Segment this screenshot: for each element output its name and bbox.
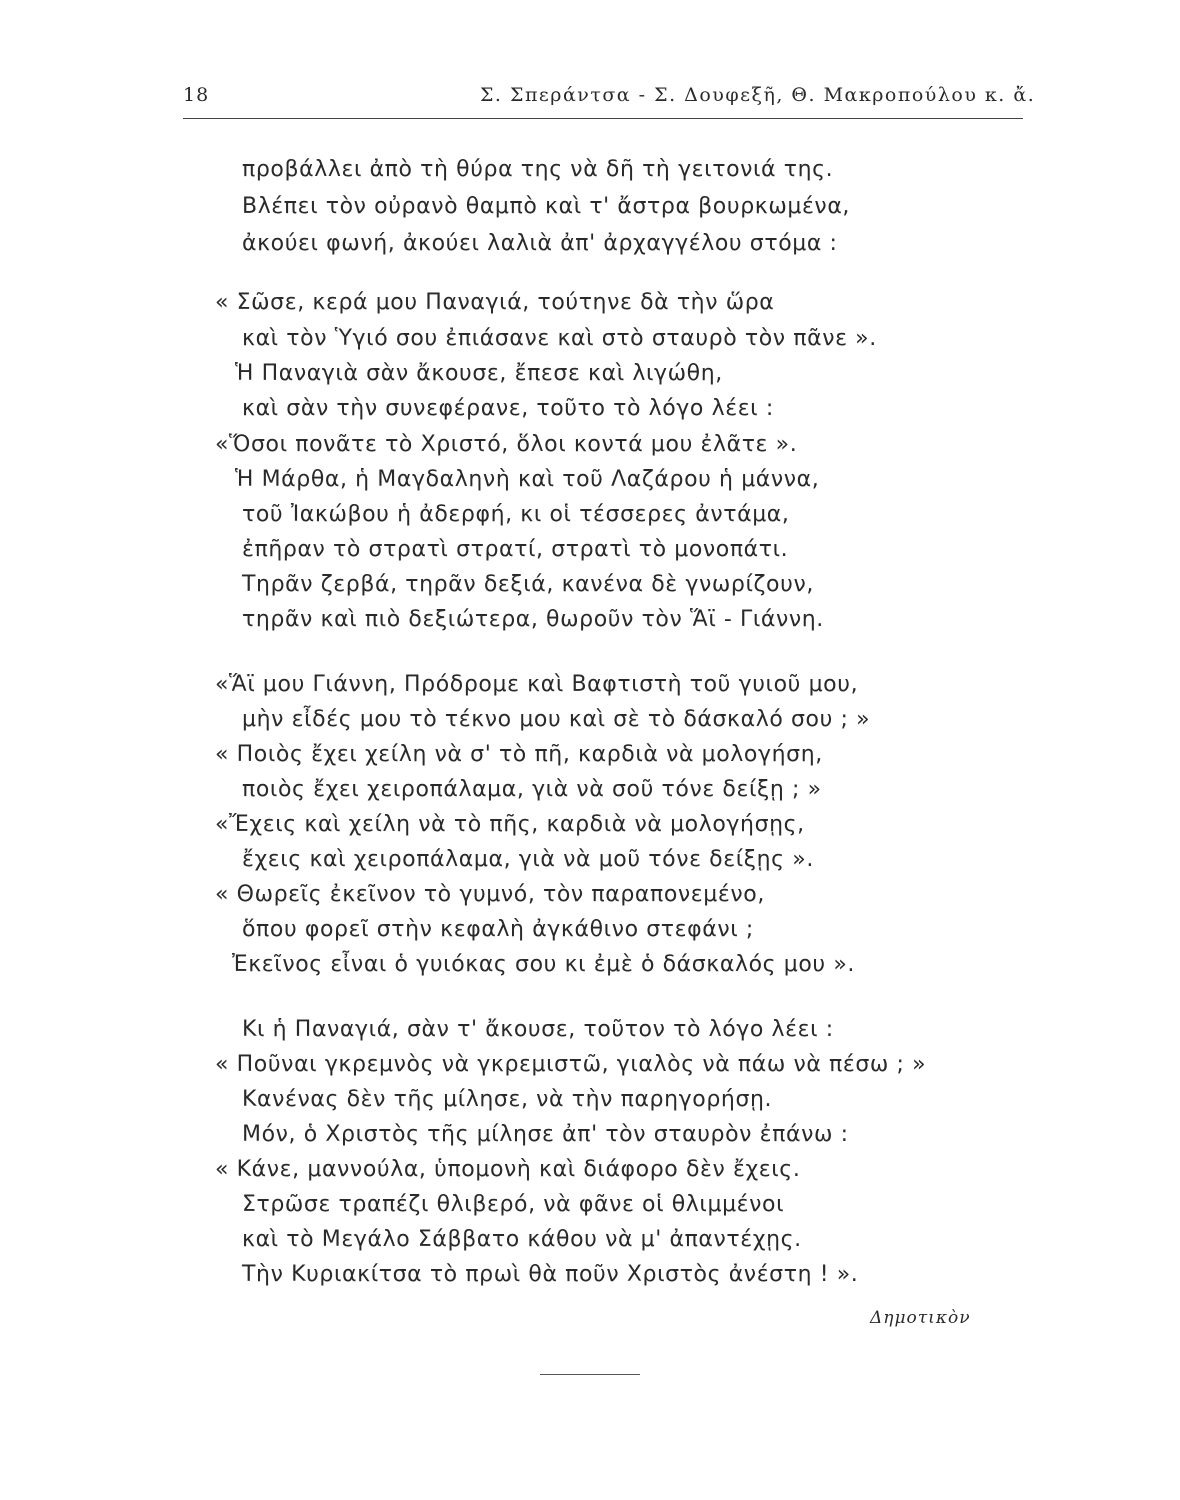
poem-line: Μόν, ὁ Χριστὸς τῆς μίλησε ἀπ' τὸν σταυρὸν ἐπάνω : <box>242 1122 849 1147</box>
page-number: 18 <box>183 84 210 106</box>
poem-line: τοῦ Ἰακώβου ἡ ἀδερφή, κι οἱ τέσσερες ἀντάμα, <box>242 502 790 527</box>
poem-line: « Ποιὸς ἔχει χείλη νὰ σ' τὸ πῆ, καρδιὰ νὰ μολογήση, <box>215 742 823 767</box>
poem-line: Κανένας δὲν τῆς μίλησε, νὰ τὴν παρηγορήσῃ. <box>242 1087 773 1112</box>
poem-line: Ἡ Παναγιὰ σὰν ἄκουσε, ἔπεσε καὶ λιγώθη, <box>235 361 723 386</box>
poem-line: καὶ σὰν τὴν συνεφέρανε, τοῦτο τὸ λόγο λέει : <box>242 396 774 421</box>
poem-line: Ἐκεῖνος εἶναι ὁ γυιόκας σου κι ἐμὲ ὁ δάσκαλός μου ». <box>232 952 855 977</box>
poem-line: ἀκούει φωνή, ἀκούει λαλιὰ ἀπ' ἀρχαγγέλου στόμα : <box>242 231 838 256</box>
poem-line: Στρῶσε τραπέζι θλιβερό, νὰ φᾶνε οἱ θλιμμένοι <box>242 1192 785 1217</box>
poem-line: καὶ τὸν Ὑγιό σου ἐπιάσανε καὶ στὸ σταυρὸ τὸν πᾶνε ». <box>242 326 877 351</box>
poem-line: «Ἔχεις καὶ χείλη νὰ τὸ πῆς, καρδιὰ νὰ μολογήσῃς, <box>215 812 805 837</box>
poem-line: ποιὸς ἔχει χειροπάλαμα, γιὰ νὰ σοῦ τόνε δείξῃ ; » <box>242 777 822 802</box>
poem-line: Τηρᾶν ζερβά, τηρᾶν δεξιά, κανένα δὲ γνωρίζουν, <box>242 572 814 597</box>
signature: Δημοτικὸν <box>870 1308 971 1328</box>
poem-line: τηρᾶν καὶ πιὸ δεξιώτερα, θωροῦν τὸν Ἅϊ - Γιάννη. <box>242 607 824 632</box>
running-title: Σ. Σπεράντσα - Σ. Δουφεξῆ, Θ. Μακροπούλου κ. ἄ. <box>480 84 1036 106</box>
poem-line: ἐπῆραν τὸ στρατὶ στρατί, στρατὶ τὸ μονοπάτι. <box>242 537 789 562</box>
poem-line: Ἡ Μάρθα, ἡ Μαγδαληνὴ καὶ τοῦ Λαζάρου ἡ μάννα, <box>235 467 820 492</box>
poem-line: «Ἅϊ μου Γιάννη, Πρόδρομε καὶ Βαφτιστὴ τοῦ γυιοῦ μου, <box>215 672 859 697</box>
poem-line: « Θωρεῖς ἐκεῖνον τὸ γυμνό, τὸν παραπονεμένο, <box>215 882 765 907</box>
poem-line: Βλέπει τὸν οὐρανὸ θαμπὸ καὶ τ' ἄστρα βουρκωμένα, <box>242 194 851 219</box>
poem-line: « Σῶσε, κερά μου Παναγιά, τούτηνε δὰ τὴν ὥρα <box>215 290 775 315</box>
poem-line: « Κάνε, μαννούλα, ὑπομονὴ καὶ διάφορο δὲν ἔχεις. <box>215 1157 801 1182</box>
poem-line: ὅπου φορεῖ στὴν κεφαλὴ ἀγκάθινο στεφάνι ; <box>242 917 754 942</box>
end-rule <box>540 1374 640 1375</box>
poem-line: Τὴν Κυριακίτσα τὸ πρωὶ θὰ ποῦν Χριστὸς ἀνέστη ! ». <box>242 1262 859 1287</box>
poem-line: « Ποῦναι γκρεμνὸς νὰ γκρεμιστῶ, γιαλὸς νὰ πάω νὰ πέσω ; » <box>215 1052 927 1077</box>
poem-line: Κι ἡ Παναγιά, σὰν τ' ἄκουσε, τοῦτον τὸ λόγο λέει : <box>242 1017 834 1042</box>
poem-line: ἔχεις καὶ χειροπάλαμα, γιὰ νὰ μοῦ τόνε δείξῃς ». <box>242 847 814 872</box>
poem-line: προβάλλει ἀπὸ τὴ θύρα της νὰ δῆ τὴ γειτονιά της. <box>242 157 834 182</box>
poem-line: μὴν εἶδές μου τὸ τέκνο μου καὶ σὲ τὸ δάσκαλό σου ; » <box>242 707 871 732</box>
poem-line: καὶ τὸ Μεγάλο Σάββατο κάθου νὰ μ' ἀπαντέχῃς. <box>242 1227 802 1252</box>
poem-line: «Ὅσοι πονᾶτε τὸ Χριστό, ὅλοι κοντά μου ἐλᾶτε ». <box>215 432 798 457</box>
